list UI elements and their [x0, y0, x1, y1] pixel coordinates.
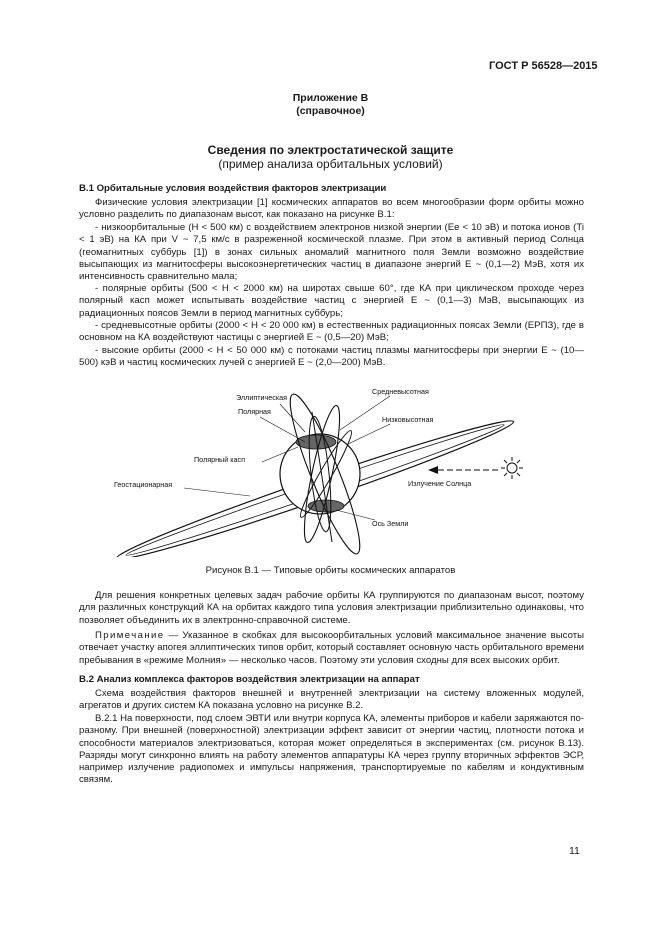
- orbit-diagram: [100, 382, 560, 557]
- b2-para1: Схема воздействия факторов внешней и внутренней электризации на систему вложенных модулей, агрегатов и других систем КА показана условно на рисунке В.2.: [79, 688, 584, 712]
- figure-caption: Рисунок В.1 — Типовые орбиты космических аппаратов: [205, 565, 456, 576]
- sun-icon: [501, 457, 523, 479]
- label-solar-radiation: Излучение Солнца: [408, 479, 472, 488]
- document-title: Сведения по электростатической защите: [207, 143, 454, 157]
- standard-number: ГОСТ Р 56528—2015: [489, 60, 598, 72]
- note: [79, 630, 584, 667]
- b1-low-orbits: - низкоорбитальные (H < 500 км) с воздействием электронов низкой энергии (Ee < 10 эВ) и потока ионов (Ti < 1 эВ) на КА при V ~ 7,5 км/с в разреженной космической плазме. При этом в активный период Солнца (геомагнитных суббурь [1]) в зонах сильных аномалий магнитного поля Земли возможно воздействие высыпающих из магнитосферы высокоэнергетических частиц в диапазоне энергий E ~ (0,1—2) МэВ, хотя их интенсивность сравнительно мала;: [79, 222, 584, 283]
- page-number: 11: [569, 845, 580, 857]
- section-b2-heading: В.2 Анализ комплекса факторов воздействия электризации на аппарат: [79, 674, 420, 685]
- b1-polar-orbits: - полярные орбиты (500 < H < 2000 км) на широтах свыше 60°, где КА при циклическом проходе через полярный касп может испытывать воздействие частиц с энергией E ~ (0,1—3) МэВ, высыпающих из радиационных поясов Земли в период магнитных суббурь;: [79, 283, 584, 319]
- label-geostationary: Геостационарная: [114, 480, 173, 489]
- section-b1-heading: В.1 Орбитальные условия воздействия факторов электризации: [79, 183, 387, 194]
- label-elliptic: Эллиптическая: [236, 393, 288, 402]
- label-low: Низковысотная: [382, 415, 434, 424]
- label-earth-axis: Ось Земли: [372, 519, 409, 528]
- label-polar-cusp: Полярный касп: [194, 455, 246, 464]
- label-medium: Средневысотная: [372, 387, 429, 396]
- annex-kind: (справочное): [296, 105, 365, 117]
- label-polar: Полярная: [238, 407, 271, 416]
- b1-intro: Физические условия электризации [1] космических аппаратов во всем многообразии форм орбиты можно условно разделить по диапазонам высот, как показано на рисунке В.1:: [79, 197, 584, 221]
- b1-high-orbits: - высокие орбиты (2000 < H < 50 000 км) с потоками частиц плазмы магнитосферы при энергии E ~ (10—500) кэВ и частиц космических лучей с энергией E ~ (2,0—200) МэВ.: [79, 345, 584, 369]
- annex-title: Приложение В: [292, 92, 369, 104]
- document-subtitle: (пример анализа орбитальных условий): [218, 157, 443, 171]
- after-figure-paragraph: Для решения конкретных целевых задач рабочие орбиты КА группируются по диапазонам высот, поэтому для различных конструкций КА на орбитах каждого типа условия электризации приблизительно одинаковы, что позволяет объединить их в электронно-справочной системе.: [79, 590, 584, 626]
- b2-para2: В.2.1 На поверхности, под слоем ЭВТИ или внутри корпуса КА, элементы приборов и кабели заряжаются по-разному. При внешней (поверхностной) электризации эффект зависит от энергии частиц, плотности потока и способности материалов электризоваться, которая может определяться в экспериментах (см. рисунок В.13). Разряды могут синхронно влиять на работу элементов аппаратуры КА через группу вторичных эффектов ЭСР, например излучение радиопомех и импульсы напряжения, транспортируемые по кабелям и кондуктивным связям.: [79, 713, 584, 786]
- b1-medium-orbits: - средневысотные орбиты (2000 < H < 20 000 км) в естественных радиационных поясах Земли (ЕРПЗ), где в основном на КА воздействуют частицы с энергией E ~ (0,5—20) МэВ;: [79, 320, 584, 344]
- note-text: — Указанное в скобках для высокоорбитальных условий максимальное значение высоты отвечает участку апогея эллиптических типов орбит, который составляет основную часть орбитального времени пребывания в «режиме Молния» — несколько часов. Поэтому эти условия сходны для всех высоких орбит.: [79, 630, 584, 666]
- note-label: Примечание: [95, 630, 165, 641]
